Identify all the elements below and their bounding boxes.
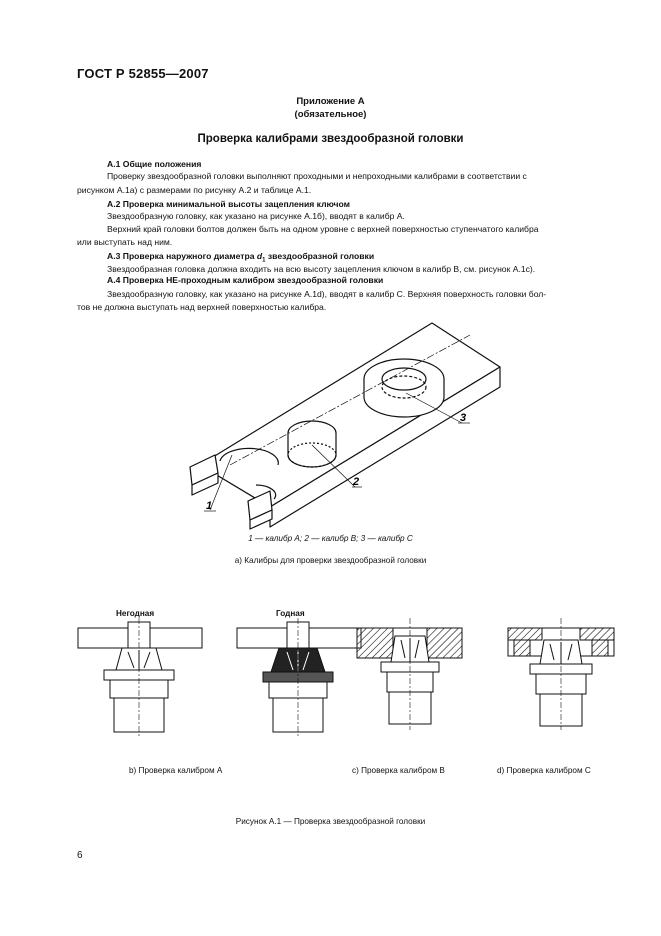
caption-b: b) Проверка калибром А — [129, 766, 223, 775]
section-c — [357, 618, 462, 730]
section-a2-text-1: Звездообразную головку, как указано на рисунке А.1б), вводят в калибр А. — [107, 211, 405, 221]
a3-heading-post: звездообразной головки — [265, 251, 375, 261]
section-a3-text: Звездообразная головка должна входить на всю высоту зацепления ключом в калибр В, см. рисунок А.1с). — [107, 264, 536, 274]
gauge-cross-sections — [70, 618, 630, 768]
a3-heading-subscript: 1 — [262, 257, 266, 264]
a3-heading-symbol: d — [256, 251, 263, 261]
gauge-isometric-drawing — [170, 315, 510, 530]
section-a1-text-2: рисунком А.1а) с размерами по рисунку А.2 и таблице А.1. — [77, 185, 312, 195]
section-b-bad — [78, 618, 202, 736]
section-d — [508, 618, 614, 730]
a3-heading-pre: А.3 Проверка наружного диаметра — [107, 251, 257, 261]
label-bad: Негодная — [116, 609, 155, 618]
appendix-heading — [0, 95, 661, 121]
section-a3-heading — [107, 251, 374, 264]
label-good: Годная — [276, 609, 305, 618]
section-a4-text-1: Звездообразную головку, как указано на рисунке А.1d), вводят в калибр С. Верхняя поверхность головки бол- — [107, 289, 547, 299]
document-title: Проверка калибрами звездообразной головки — [197, 133, 464, 145]
section-a4-heading: А.4 Проверка НЕ-проходным калибром звездообразной головки — [107, 275, 384, 285]
standard-header: ГОСТ Р 52855—2007 — [77, 66, 209, 81]
section-a2-heading: А.2 Проверка минимальной высоты зацепления ключом — [107, 199, 351, 209]
section-a4-text-2: тов не должна выступать над верхней поверхностью калибра. — [77, 302, 327, 312]
page-number: 6 — [77, 850, 83, 861]
section-a2-text-2: Верхний край головки болтов должен быть на одном уровне с верхней поверхностью ступенчатого калибра — [107, 224, 539, 234]
callout-3: 3 — [460, 412, 467, 424]
appendix-status: (обязательное) — [294, 109, 367, 120]
figure-caption: Рисунок А.1 — Проверка звездообразной головки — [235, 817, 426, 826]
callout-2: 2 — [353, 476, 360, 488]
section-a2-text-3: или выступать над ним. — [77, 237, 173, 247]
caption-c: с) Проверка калибром В — [352, 766, 445, 775]
section-b-good — [237, 618, 361, 736]
caption-d: d) Проверка калибром С — [497, 766, 591, 775]
section-a1-heading: А.1 Общие положения — [107, 159, 202, 169]
caption-a: а) Калибры для проверки звездообразной головки — [234, 556, 427, 565]
section-a1-text-1: Проверку звездообразной головки выполняют проходными и непроходными калибрами в соответствии с — [107, 171, 527, 181]
figure-legend: 1 — калибр А; 2 — калибр В; 3 — калибр С — [248, 534, 413, 543]
appendix-label: Приложение А — [296, 96, 365, 107]
callout-1: 1 — [206, 500, 213, 512]
